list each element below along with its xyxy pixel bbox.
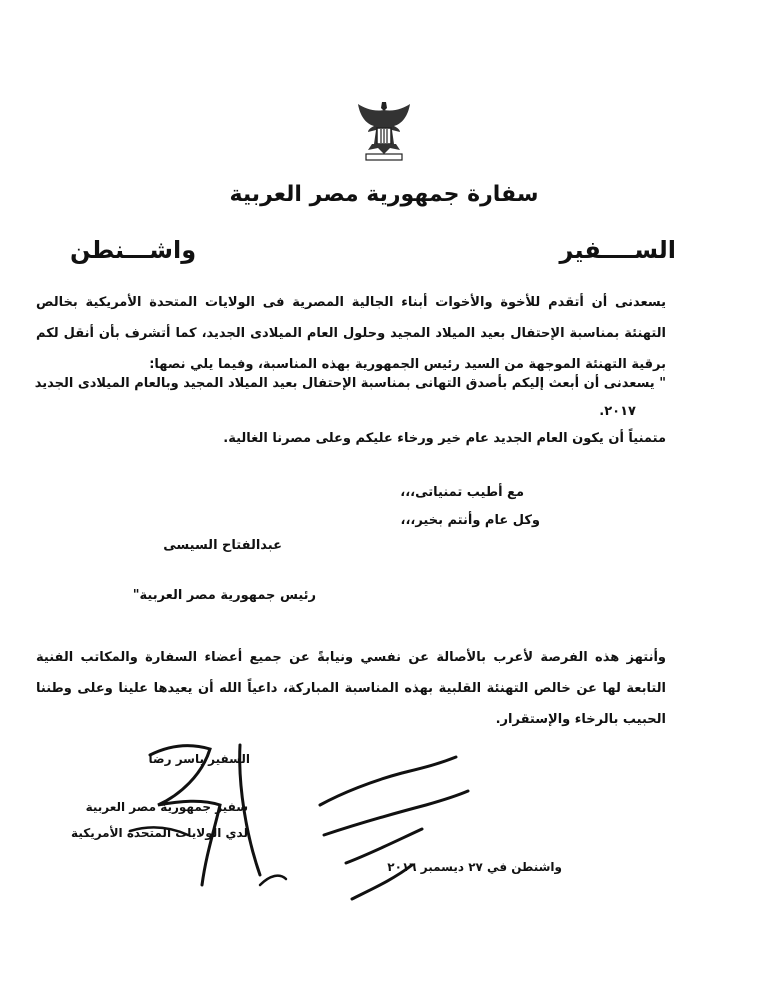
closing-line-1: مع أطيب تمنياتى،،، [400,485,524,500]
city-heading: واشـــنطن [70,236,197,264]
quote-line: " يسعدنى أن أبعث إليكم بأصدق التهانى بمناسبة الإحتفال بعيد الميلاد المجيد وبالعام الميلادى الجديد [34,376,666,391]
closing-paragraph: وأنتهز هذه الفرصة لأعرب بالأصالة عن نفسي ونيابةً عن جميع أعضاء السفارة والمكاتب الفنية التابعة لها عن خالص التهنئة القلبية بهذه المناسبة المباركة، داعياً الله أن يعيدها علينا وعلى وطننا الحبيب بالرخاء والإستقرار. [36,650,666,727]
president-name: عبدالفتاح السيسى [163,538,282,553]
intro-paragraph: يسعدنى أن أتقدم للأخوة والأخوات أبناء الجالية المصرية فى الولايات المتحدة الأمريكية بخالص التهنئة بمناسبة الإحتفال بعيد الميلاد المجيد وحلول العام الميلادى الجديد، كما أتشرف بأن أنقل لكم برقية التهنئة الموجهة من السيد رئيس الجمهورية بهذه المناسبة، وفيما يلي نصها: [36,295,666,372]
ambassador-heading: الســــفير [559,236,676,264]
embassy-title: سفارة جمهورية مصر العربية [229,182,539,207]
president-title: رئيس جمهورية مصر العربية" [132,588,316,603]
quote-year: ٢٠١٧. [599,404,636,419]
ambassador-name: السفير ياسر رضا [148,752,250,766]
closing-line-2: وكل عام وأنتم بخير،،، [400,513,540,528]
ambassador-title: سفير جمهورية مصر العربية [85,800,248,814]
eagle-emblem-icon [356,100,412,164]
wish-line: متمنياً أن يكون العام الجديد عام خير ورخاء عليكم وعلى مصرنا الغالية. [223,431,666,446]
ambassador-posting: لدي الولايات المتحدة الأمريكية [71,826,248,840]
handwritten-signature [110,735,500,915]
letter-date: واشنطن في ٢٧ ديسمبر ٢٠١٦ [387,860,562,874]
